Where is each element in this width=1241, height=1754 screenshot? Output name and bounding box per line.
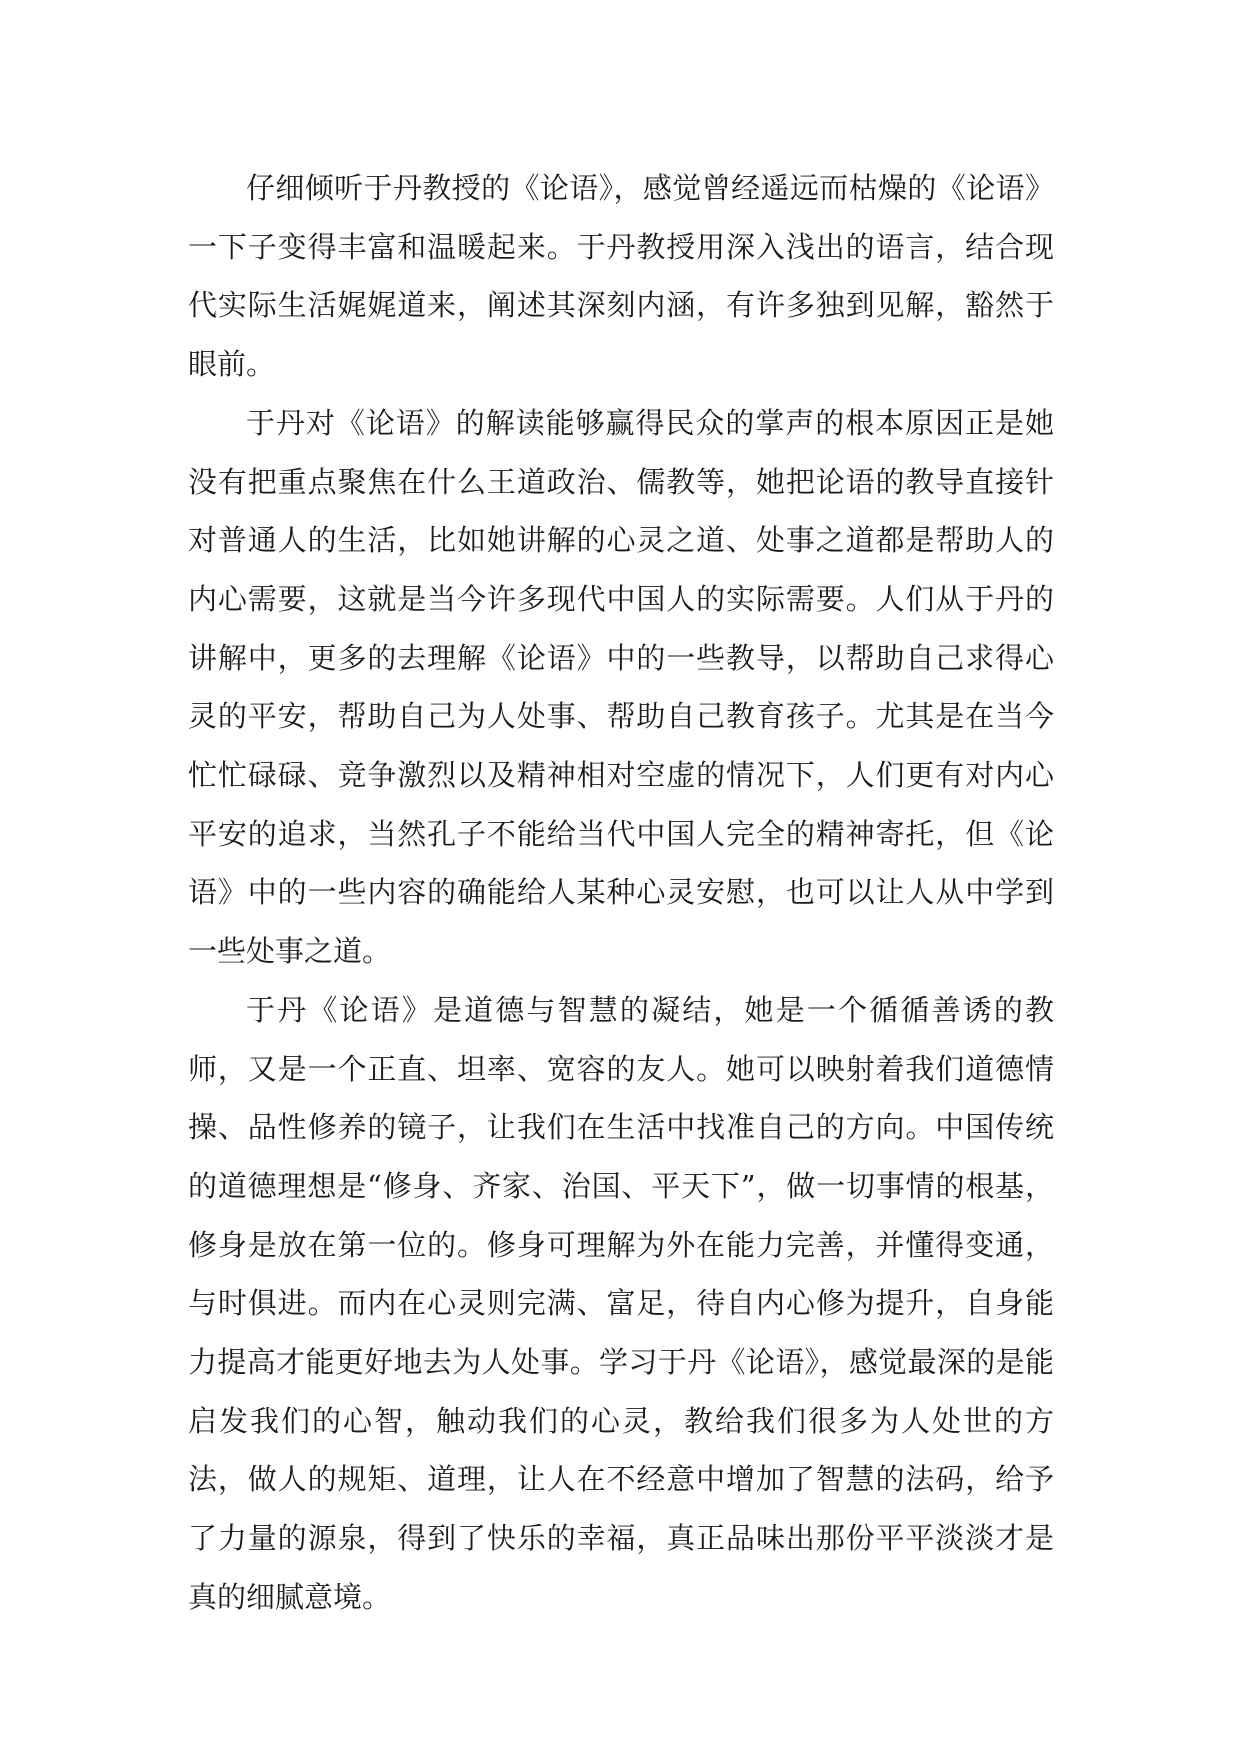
- paragraph-2: 于丹对《论语》的解读能够赢得民众的掌声的根本原因正是她没有把重点聚焦在什么王道政治、儒教等，她把论语的教导直接针对普通人的生活，比如她讲解的心灵之道、处事之道都是帮助人的内心需要，这就是当今许多现代中国人的实际需要。人们从于丹的讲解中，更多的去理解《论语》中的一些教导，以帮助自己求得心灵的平安，帮助自己为人处事、帮助自己教育孩子。尤其是在当今忙忙碌碌、竞争激烈以及精神相对空虚的情况下，人们更有对内心平安的追求，当然孔子不能给当代中国人完全的精神寄托，但《论语》中的一些内容的确能给人某种心灵安慰，也可以让人从中学到一些处事之道。: [188, 405, 1054, 969]
- paragraph-3: 于丹《论语》是道德与智慧的凝结，她是一个循循善诱的教师，又是一个正直、坦率、宽容的友人。她可以映射着我们道德情操、品性修养的镜子，让我们在生活中找准自己的方向。中国传统的道德理想是“修身、齐家、治国、平天下”，做一切事情的根基，修身是放在第一位的。修身可理解为外在能力完善，并懂得变通，与时俱进。而内在心灵则完满、富足，待自内心修为提升，自身能力提高才能更好地去为人处事。学习于丹《论语》，感觉最深的是能启发我们的心智，触动我们的心灵，教给我们很多为人处世的方法，做人的规矩、道理，让人在不经意中增加了智慧的法码，给予了力量的源泉，得到了快乐的幸福，真正品味出那份平平淡淡才是真的细腻意境。: [188, 992, 1054, 1614]
- paragraph-1: 仔细倾听于丹教授的《论语》，感觉曾经遥远而枯燥的《论语》一下子变得丰富和温暖起来。于丹教授用深入浅出的语言，结合现代实际生活娓娓道来，阐述其深刻内涵，有许多独到见解，豁然于眼前。: [188, 171, 1054, 382]
- document-body: [188, 159, 1054, 1627]
